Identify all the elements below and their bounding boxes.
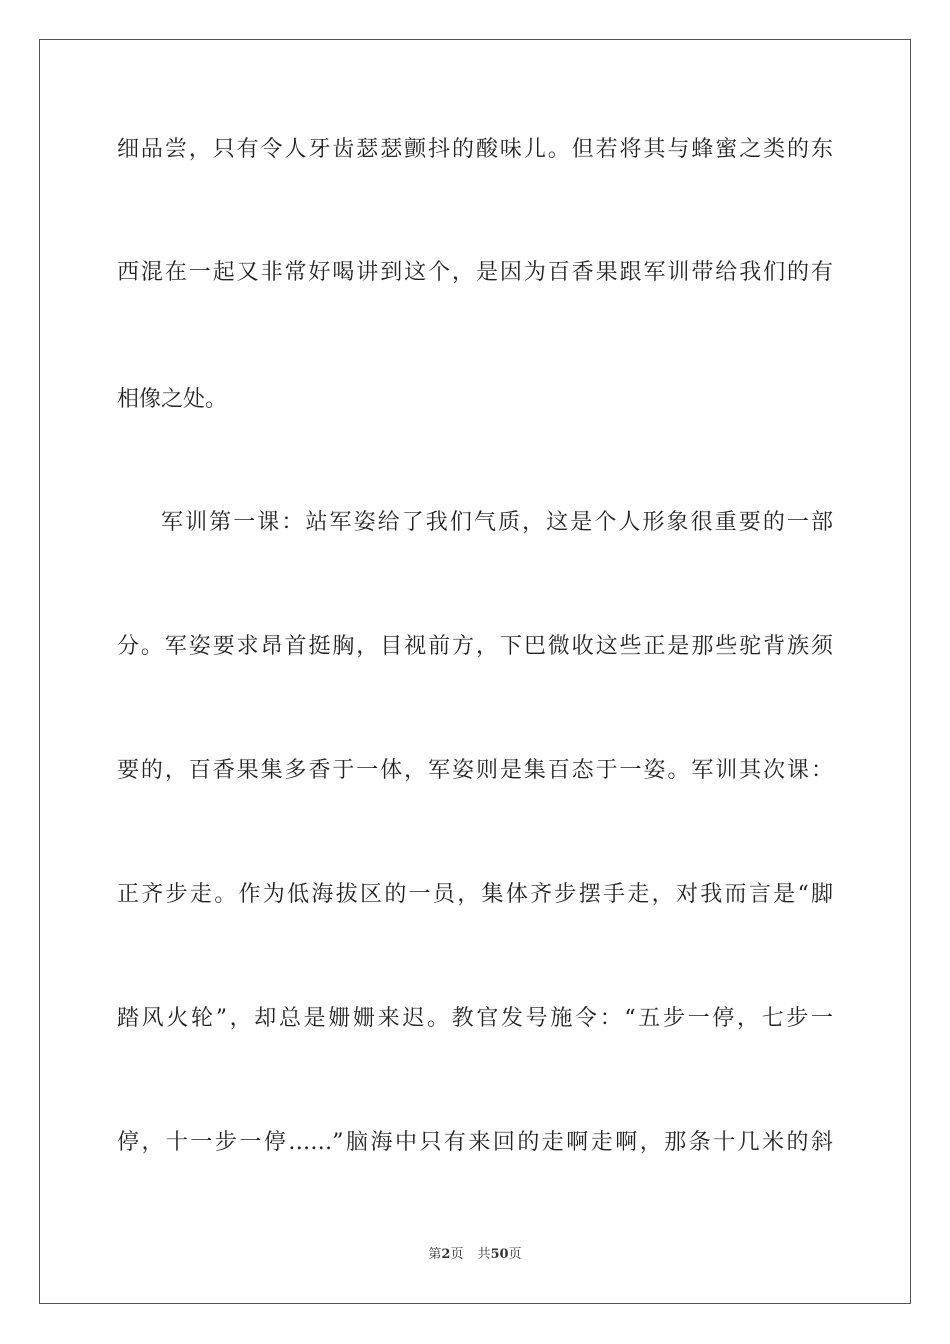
page-footer	[0, 1246, 950, 1264]
total-pages: 50	[490, 1247, 509, 1262]
page-suffix: 页	[450, 1247, 464, 1262]
body-line-8: 踏风火轮”，却总是姗姗来迟。教官发号施令：“五步一停，七步一	[117, 1006, 833, 1031]
page-frame	[39, 39, 911, 1304]
body-line-5: 分。军姿要求昂首挺胸，目视前方，下巴微收这些正是那些驼背族须	[117, 634, 833, 659]
body-line-1: 细品尝，只有令人牙齿瑟瑟颤抖的酸味儿。但若将其与蜂蜜之类的东	[117, 137, 833, 162]
total-prefix: 共	[477, 1247, 491, 1262]
page-prefix: 第	[428, 1247, 442, 1262]
body-line-6: 要的，百香果集多香于一体，军姿则是集百态于一姿。军训其次课：	[117, 758, 833, 783]
page-number: 2	[441, 1247, 451, 1262]
body-line-4: 军训第一课：站军姿给了我们气质，这是个人形象很重要的一部	[161, 510, 833, 535]
total-suffix: 页	[508, 1247, 522, 1262]
body-line-3: 相像之处。	[117, 387, 228, 412]
body-line-9: 停，十一步一停……”脑海中只有来回的走啊走啊，那条十几米的斜	[117, 1130, 833, 1155]
body-line-7: 正齐步走。作为低海拔区的一员，集体齐步摆手走，对我而言是“脚	[117, 882, 833, 907]
body-line-2: 西混在一起又非常好喝讲到这个，是因为百香果跟军训带给我们的有	[117, 260, 833, 285]
